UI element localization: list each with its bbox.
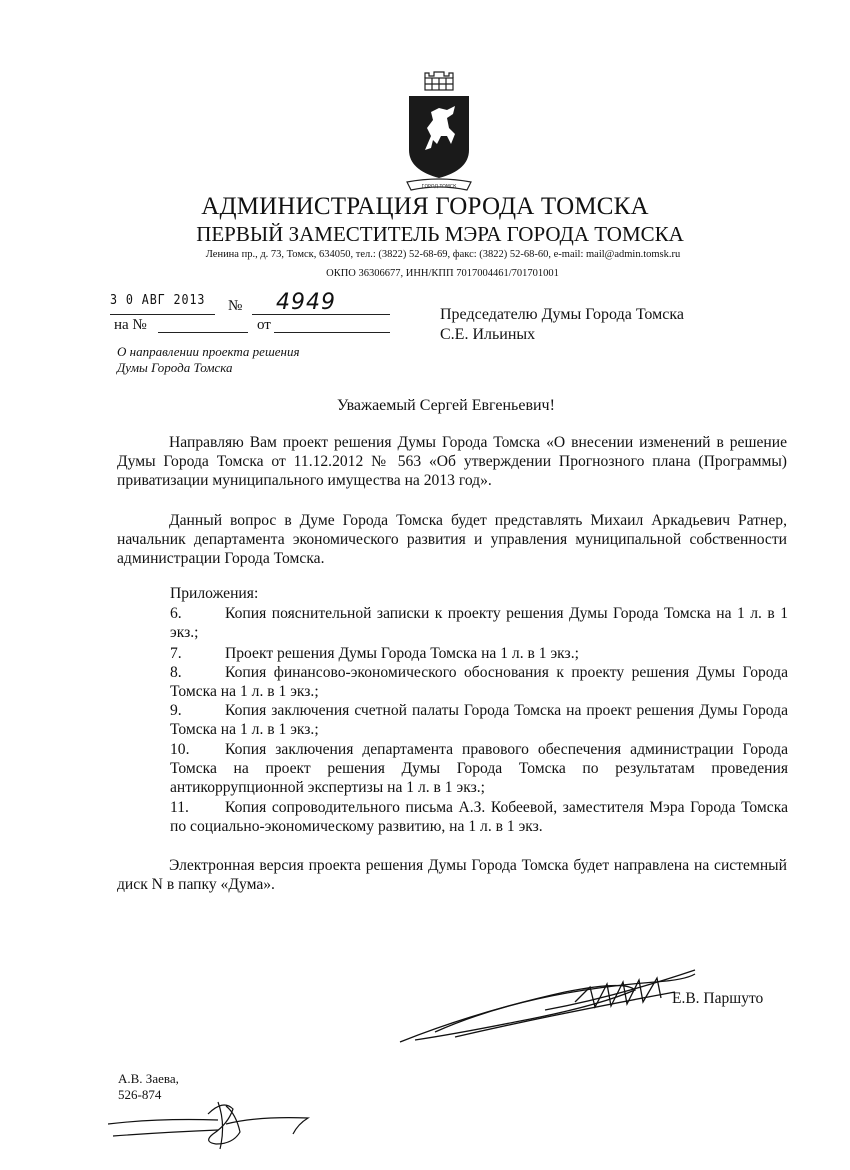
number-sign: № (228, 298, 243, 314)
city-emblem (403, 70, 475, 192)
attachment-number: 6. (170, 605, 182, 622)
reply-to-label: на № (114, 317, 147, 333)
subject-line-1: О направлении проекта решения (117, 344, 300, 359)
from-label: от (257, 317, 271, 333)
signature-scribble (395, 962, 705, 1052)
attachment-text: Копия пояснительной записки к проекту решения Думы Города Томска на 1 л. в 1 экз.; (170, 605, 788, 641)
attachments-heading: Приложения: (170, 585, 259, 602)
attachment-text: Копия заключения счетной палаты Города Томска на проект решения Думы Города Томска на 1 л. в 1 экз.; (170, 702, 788, 738)
reply-number-line (158, 332, 248, 333)
registration-date-stamp: 3 0 АВГ 2013 (110, 293, 206, 308)
attachment-number: 9. (170, 702, 182, 719)
handwritten-registration-number: 4949 (276, 290, 336, 315)
attachment-text: Копия заключения департамента правового обеспечения администрации Города Томска на проект решения Думы Города Томска по результатам проведения антикоррупционной экспертизы на 1 л. в 1 экз.; (170, 741, 788, 796)
executor-phone: 526-874 (118, 1087, 162, 1102)
salutation: Уважаемый Сергей Евгеньевич! (337, 397, 555, 414)
attachment-item (170, 702, 788, 740)
date-line (110, 314, 215, 315)
closing-paragraph: Электронная версия проекта решения Думы Города Томска будет направлена на системный диск N в папку «Дума». (117, 857, 787, 893)
reply-date-line (274, 332, 390, 333)
attachment-number: 8. (170, 664, 182, 681)
address-line: Ленина пр., д. 73, Томск, 634050, тел.: (3822) 52-68-69, факс: (3822) 52-68-60, e-mail: mail@admin.tomsk.ru (205, 249, 681, 260)
org-title: АДМИНИСТРАЦИЯ ГОРОДА ТОМСКА (201, 193, 649, 220)
addressee-position: Председателю Думы Города Томска (440, 306, 684, 323)
attachment-text: Копия финансово-экономического обоснования к проекту решения Думы Города Томска на 1 л. в 1 экз.; (170, 664, 788, 700)
signatory-name: Е.В. Паршуто (672, 990, 764, 1007)
okpo-line: ОКПО 36306677, ИНН/КПП 7017004461/701701001 (326, 268, 559, 279)
svg-text:ГОРОД ТОМСК: ГОРОД ТОМСК (421, 184, 457, 190)
number-line (252, 314, 390, 315)
attachment-item (170, 741, 788, 797)
executor-name: А.В. Заева, (118, 1071, 179, 1086)
paragraph-2: Данный вопрос в Думе Города Томска будет представлять Михаил Аркадьевич Ратнер, начальник департамента экономического развития и управления муниципальной собственности администрации Города Томска. (117, 512, 787, 567)
attachment-text: Проект решения Думы Города Томска на 1 л. в 1 экз.; (225, 645, 579, 662)
paragraph-1: Направляю Вам проект решения Думы Города Томска «О внесении изменений в решение Думы Города Томска от 11.12.2012 № 563 «Об утверждении Прогнозного плана (Программы) приватизации муниципального имущества на 2013 год». (117, 434, 787, 489)
initials-scribble (108, 1094, 328, 1154)
addressee-name: С.Е. Ильиных (440, 326, 536, 343)
attachment-number: 7. (170, 645, 182, 662)
position-title: ПЕРВЫЙ ЗАМЕСТИТЕЛЬ МЭРА ГОРОДА ТОМСКА (196, 222, 684, 246)
attachment-text: Копия сопроводительного письма А.З. Кобеевой, заместителя Мэра Города Томска по социально-экономическому развитию, на 1 л. в 1 экз. (170, 799, 788, 835)
attachment-number: 10. (170, 741, 190, 758)
subject-line-2: Думы Города Томска (117, 360, 233, 375)
attachment-number: 11. (170, 799, 189, 816)
attachment-item (170, 664, 788, 702)
attachment-item (170, 605, 788, 643)
attachment-item (170, 799, 788, 837)
attachment-item (170, 645, 788, 664)
